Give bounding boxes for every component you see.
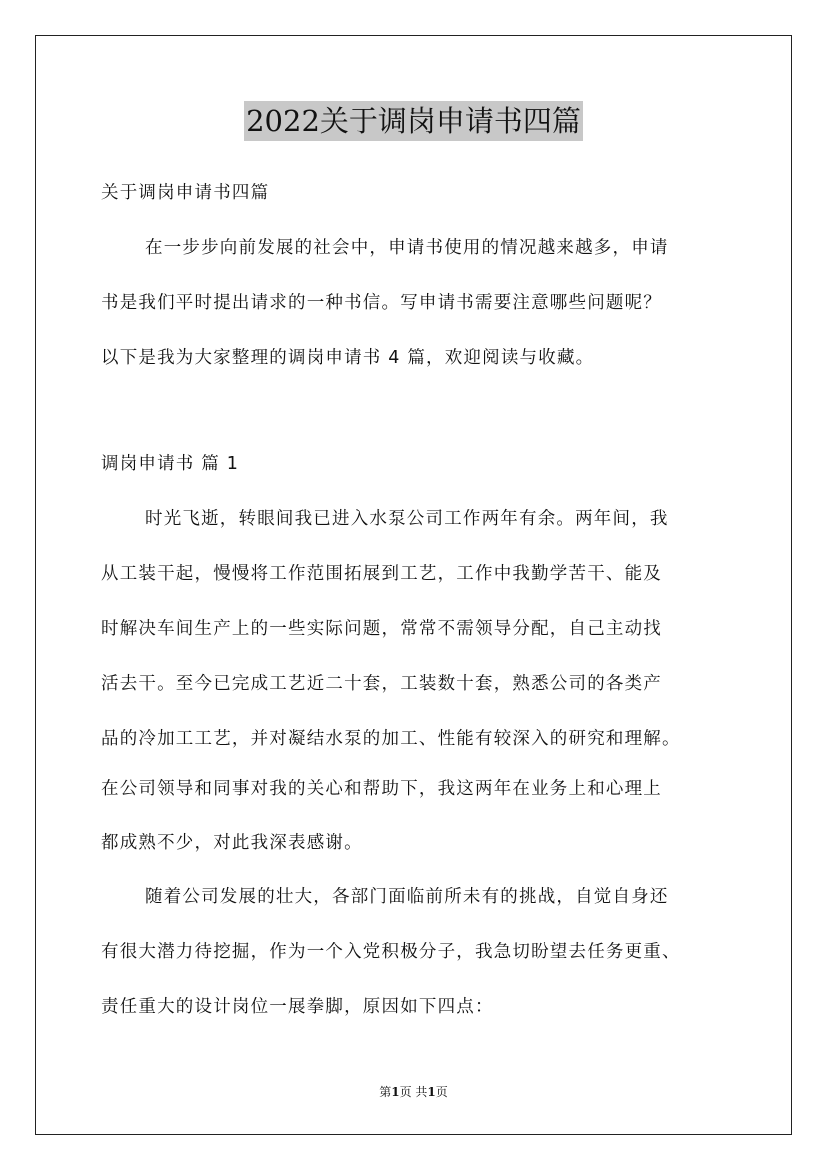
footer-page-mid: 页 共	[399, 1085, 428, 1099]
intro-line: 以下是我为大家整理的调岗申请书 4 篇，欢迎阅读与收藏。	[101, 348, 595, 368]
paragraph-line: 品的冷加工工艺，并对凝结水泵的加工、性能有较深入的研究和理解。	[101, 729, 681, 749]
document-title: 2022关于调岗申请书四篇	[244, 101, 583, 141]
paragraph-line: 有很大潜力待挖掘，作为一个入党积极分子，我急切盼望去任务更重、	[101, 942, 681, 962]
intro-line: 在一步步向前发展的社会中，申请书使用的情况越来越多，申请	[145, 238, 669, 258]
paragraph-line: 时解决车间生产上的一些实际问题，常常不需领导分配，自己主动找	[101, 619, 662, 639]
page-footer	[0, 1083, 827, 1100]
paragraph-line: 责任重大的设计岗位一展拳脚，原因如下四点：	[101, 997, 494, 1017]
paragraph-line: 活去干。至今已完成工艺近二十套，工装数十套，熟悉公司的各类产	[101, 674, 662, 694]
document-subtitle: 关于调岗申请书四篇	[101, 183, 270, 203]
paragraph-line: 随着公司发展的壮大，各部门面临前所未有的挑战，自觉自身还	[145, 887, 669, 907]
footer-page-number: 1	[391, 1085, 400, 1099]
paragraph-line: 时光飞逝，转眼间我已进入水泵公司工作两年有余。两年间，我	[145, 509, 669, 529]
footer-page-prefix: 第	[379, 1085, 392, 1099]
title-container	[0, 101, 827, 141]
footer-page-total: 1	[427, 1085, 436, 1099]
paragraph-line: 从工装干起，慢慢将工作范围拓展到工艺，工作中我勤学苦干、能及	[101, 564, 662, 584]
paragraph-line: 在公司领导和同事对我的关心和帮助下，我这两年在业务上和心理上	[101, 779, 662, 799]
section-heading: 调岗申请书 篇 1	[101, 454, 240, 474]
intro-line: 书是我们平时提出请求的一种书信。写申请书需要注意哪些问题呢？	[101, 293, 662, 313]
paragraph-line: 都成熟不少，对此我深表感谢。	[101, 833, 363, 853]
footer-page-suffix: 页	[435, 1085, 448, 1099]
